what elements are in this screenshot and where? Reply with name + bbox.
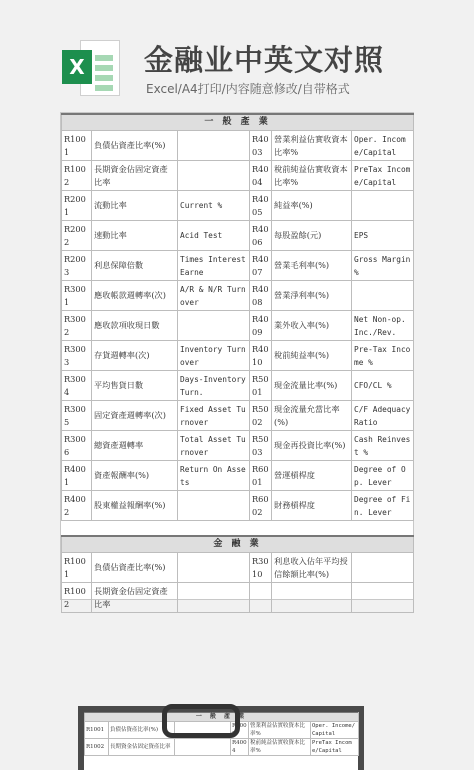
table-cell: C/F Adequacy Ratio	[352, 401, 414, 431]
spreadsheet-preview	[60, 112, 414, 609]
section-title: 一 般 產 業	[62, 114, 414, 131]
ratio-table	[61, 113, 414, 613]
table-cell: 現金流量比率(%)	[272, 371, 352, 401]
table-cell: 速動比率	[92, 221, 178, 251]
table-cell: 負債佔資產比率(%)	[109, 722, 175, 739]
table-cell: Degree of Fin. Lever	[352, 491, 414, 521]
section-title: 一 般 產 業	[85, 713, 359, 722]
table-cell: 稅前純益佔實收資本比率%	[249, 739, 311, 756]
table-cell: 總資產週轉率	[92, 431, 178, 461]
table-cell: 營業毛利率(%)	[272, 251, 352, 281]
table-cell: R4003	[250, 131, 272, 161]
table-cell: PreTax Income/Capital	[311, 739, 359, 756]
header	[0, 0, 474, 108]
table-row	[62, 491, 414, 521]
table-cell: R5001	[250, 371, 272, 401]
spacer-row	[62, 521, 414, 537]
table-cell: 營業利益佔實收資本比率%	[249, 722, 311, 739]
table-cell: R4010	[250, 341, 272, 371]
table-cell: Return On Assets	[178, 461, 250, 491]
table-cell: CFO/CL %	[352, 371, 414, 401]
table-cell	[272, 583, 352, 613]
table-cell: R4004	[250, 161, 272, 191]
table-cell: Oper. Income/Capital	[311, 722, 359, 739]
table-cell: Degree of Op. Lever	[352, 461, 414, 491]
table-cell: Net Non-op. Inc./Rev.	[352, 311, 414, 341]
table-cell: 流動比率	[92, 191, 178, 221]
table-cell: 平均售貨日數	[92, 371, 178, 401]
table-cell: 稅前純益率(%)	[272, 341, 352, 371]
table-row	[62, 583, 414, 613]
table-cell: 純益率(%)	[272, 191, 352, 221]
table-cell: Times Interest Earne	[178, 251, 250, 281]
table-cell: 現金流量允當比率(%)	[272, 401, 352, 431]
table-cell: R4006	[250, 221, 272, 251]
table-cell	[352, 281, 414, 311]
table-row	[62, 371, 414, 401]
table-cell: R4007	[250, 251, 272, 281]
table-cell: R5003	[250, 431, 272, 461]
table-cell: 長期資金佔固定資產比率	[92, 161, 178, 191]
table-cell	[175, 739, 231, 756]
table-cell: 利息保障倍數	[92, 251, 178, 281]
table-cell: R4005	[250, 191, 272, 221]
table-cell: R3003	[62, 341, 92, 371]
table-row	[62, 461, 414, 491]
table-cell: R2001	[62, 191, 92, 221]
table-cell: 應收款項收現日數	[92, 311, 178, 341]
table-cell: R5002	[250, 401, 272, 431]
table-cell: 現金再投資比率(%)	[272, 431, 352, 461]
table-cell: A/R & N/R Turnover	[178, 281, 250, 311]
table-cell: PreTax Income/Capital	[352, 161, 414, 191]
table-cell: 存貨週轉率(次)	[92, 341, 178, 371]
table-cell: Inventory Turnover	[178, 341, 250, 371]
table-cell: R2003	[62, 251, 92, 281]
table-cell: 負債佔資產比率(%)	[92, 553, 178, 583]
table-cell: 長期資金佔固定資產比率	[92, 583, 178, 613]
table-cell: 營業淨利率(%)	[272, 281, 352, 311]
table-cell: Current %	[178, 191, 250, 221]
table-row	[62, 341, 414, 371]
table-cell: 負債佔資產比率(%)	[92, 131, 178, 161]
table-cell: 股東權益報酬率(%)	[92, 491, 178, 521]
section-header	[62, 536, 414, 553]
table-row	[62, 161, 414, 191]
table-cell: 資產報酬率(%)	[92, 461, 178, 491]
table-cell: 長期資金佔固定資產比率	[109, 739, 175, 756]
table-cell: EPS	[352, 221, 414, 251]
table-row	[85, 739, 359, 756]
table-cell: R1001	[62, 553, 92, 583]
section-header	[62, 114, 414, 131]
table-row	[62, 281, 414, 311]
table-cell	[178, 491, 250, 521]
table-cell: R2002	[62, 221, 92, 251]
table-cell: 應收帳款週轉率(次)	[92, 281, 178, 311]
table-cell	[178, 131, 250, 161]
table-cell: R3004	[62, 371, 92, 401]
excel-badge: X	[62, 50, 92, 84]
table-cell: R3001	[62, 281, 92, 311]
table-cell: R1001	[62, 131, 92, 161]
table-cell: Total Asset Turnover	[178, 431, 250, 461]
table-cell	[352, 583, 414, 613]
table-cell: R3002	[62, 311, 92, 341]
table-cell: R4004	[232, 740, 247, 754]
table-cell: 財務槓桿度	[272, 491, 352, 521]
table-row	[62, 553, 414, 583]
table-cell: Oper. Income/Capital	[352, 131, 414, 161]
table-cell: 利息收入佔年平均授信餘額比率(%)	[272, 553, 352, 583]
table-row	[62, 251, 414, 281]
table-cell: R4003	[232, 723, 247, 737]
table-cell: Cash Reinvest %	[352, 431, 414, 461]
table-cell: Days-Inventory Turn.	[178, 371, 250, 401]
table-row	[62, 401, 414, 431]
table-row	[62, 221, 414, 251]
table-cell: Fixed Asset Turnover	[178, 401, 250, 431]
table-cell	[178, 553, 250, 583]
table-cell: R6001	[250, 461, 272, 491]
table-cell	[178, 583, 250, 613]
table-cell: R3005	[62, 401, 92, 431]
table-cell: R4008	[250, 281, 272, 311]
table-cell: R4009	[250, 311, 272, 341]
page-subtitle: Excel/A4打印/内容随意修改/自带格式	[146, 82, 350, 96]
table-cell: R4001	[62, 461, 92, 491]
table-cell: 稅前純益佔實收資本比率%	[272, 161, 352, 191]
table-cell	[178, 311, 250, 341]
table-cell: R4002	[62, 491, 92, 521]
table-cell: R1002	[62, 161, 92, 191]
table-cell: R1002	[62, 583, 92, 613]
table-cell: Acid Test	[178, 221, 250, 251]
table-cell: Gross Margin %	[352, 251, 414, 281]
table-cell: 每股盈餘(元)	[272, 221, 352, 251]
table-cell: R3006	[62, 431, 92, 461]
table-cell: R6002	[250, 491, 272, 521]
table-row	[62, 131, 414, 161]
binder-clip-icon	[162, 704, 240, 738]
table-cell: 業外收入率(%)	[272, 311, 352, 341]
table-cell	[352, 191, 414, 221]
section-title: 金 融 業	[62, 536, 414, 553]
table-row	[62, 191, 414, 221]
table-cell	[178, 161, 250, 191]
table-cell: 營業利益佔實收資本比率%	[272, 131, 352, 161]
table-cell	[250, 583, 272, 613]
page-title: 金融业中英文对照	[144, 43, 385, 77]
table-row	[62, 311, 414, 341]
table-cell: R3010	[250, 553, 272, 583]
table-cell: 固定資產週轉率(次)	[92, 401, 178, 431]
table-cell: Pre-Tax Income %	[352, 341, 414, 371]
table-cell	[352, 553, 414, 583]
table-cell: R1001	[85, 722, 109, 739]
table-cell: R1002	[85, 739, 109, 756]
table-row	[62, 431, 414, 461]
table-cell: 營運槓桿度	[272, 461, 352, 491]
excel-icon	[62, 40, 120, 96]
